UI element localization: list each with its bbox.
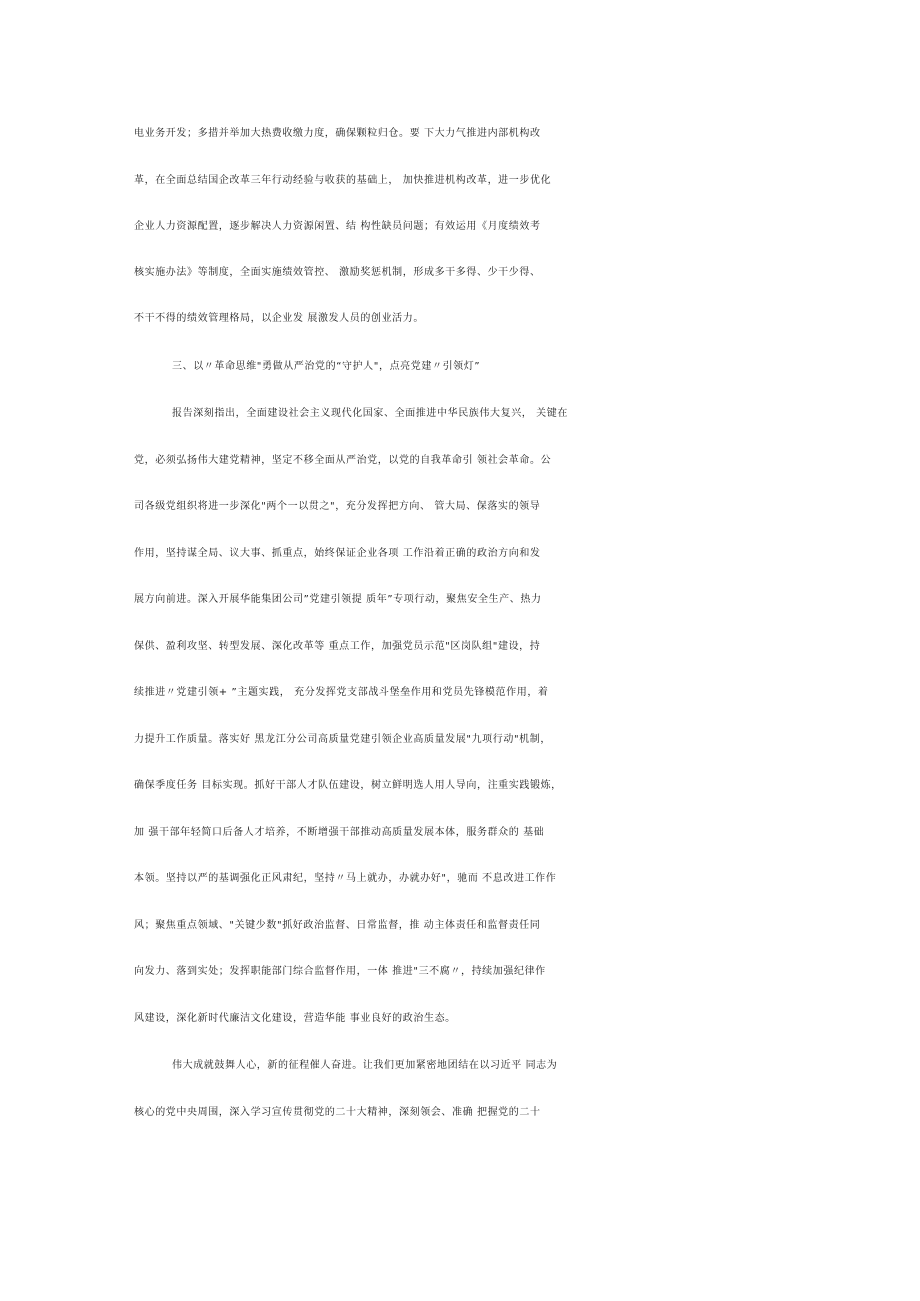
text-line: 力提升工作质量。落实好 黑龙江分公司高质量党建引领企业高质量发展"九项行动"机制， bbox=[134, 734, 551, 745]
text-line: 伟大成就鼓舞人心，新的征程催人奋进。让我们更加紧密地团结在以习近平 同志为 bbox=[172, 1060, 558, 1071]
text-line: 司各级党组织将进一步深化"两个一以贯之"，充分发挥把方向、 管大局、保落实的领导 bbox=[134, 501, 541, 512]
text-line: 续推进〃党建引领+ ”主题实践， 充分发挥党支部战斗堡垒作用和党员先锋模范作用，着 bbox=[134, 687, 549, 698]
text-line: 企业人力资源配置，逐步解决人力资源闲置、结 构性缺员问题；有效运用《月度绩效考 bbox=[134, 221, 541, 232]
text-line: 展方向前进。深入开展华能集团公司”党建引领提 质年”专项行动，聚焦安全生产、热力 bbox=[134, 594, 542, 605]
text-line: 向发力、落到实处；发挥职能部门综合监督作用，一体 推进"三不腐〃，持续加强纪律作 bbox=[134, 966, 546, 977]
text-line: 党，必须弘扬伟大建党精神，坚定不移全面从严治党，以党的自我革命引 领社会革命。公 bbox=[134, 455, 552, 466]
text-line: 保供、盈利攻坚、转型发展、深化改革等 重点工作，加强党员示范"区岗队组"建设，持 bbox=[134, 641, 541, 652]
text-line: 核实施办法》等制度，全面实施绩效管控、 激励奖惩机制，形成多干多得、少干少得、 bbox=[134, 267, 541, 278]
text-line: 加 强干部年轻简口后备人才培养，不断增强干部推动高质量发展本体，服务群众的 基础 bbox=[134, 827, 545, 838]
text-line: 本领。坚持以严的基调强化正风肃纪，坚持〃马上就办，办就办好"，驰而 不息改进工作作 bbox=[134, 873, 557, 884]
text-line: 革，在全面总结国企改革三年行动经验与收获的基础上， 加快推进机构改革，进一步优化 bbox=[134, 175, 552, 186]
text-line: 风建设，深化新时代廉洁文化建设，营造华能 事业良好的政治生态。 bbox=[134, 1013, 456, 1024]
section-heading: 三、以〃革命思维"勇做从严治党的“守护人"，点亮党建〃引领灯” bbox=[172, 361, 481, 372]
text-line: 核心的党中央周围，深入学习宣传贯彻党的二十大精神，深刻领会、准确 把握党的二十 bbox=[134, 1107, 541, 1118]
text-line: 不干不得的绩效管理格局，以企业发 展激发人员的创业活力。 bbox=[134, 313, 424, 324]
text-line: 确保季度任务 目标实现。抓好干部人才队伍建设，树立鲜明选人用人导向，注重实践锻炼， bbox=[134, 780, 562, 791]
text-line: 电业务开发；多措并举加大热费收缴力度，确保颗粒归仓。要 下大力气推进内部机构改 bbox=[134, 128, 541, 139]
text-line: 风；聚焦重点领域、"关键少数"抓好政治监督、日常监督，推 动主体责任和监督责任同 bbox=[134, 920, 541, 931]
text-line: 作用，坚持谋全局、议大事、抓重点，始终保证企业各项 工作沿着正确的政治方向和发 bbox=[134, 548, 541, 559]
text-line: 报告深刻指出，全面建设社会主义现代化国家、全面推进中华民族伟大复兴， 关键在 bbox=[172, 408, 568, 419]
